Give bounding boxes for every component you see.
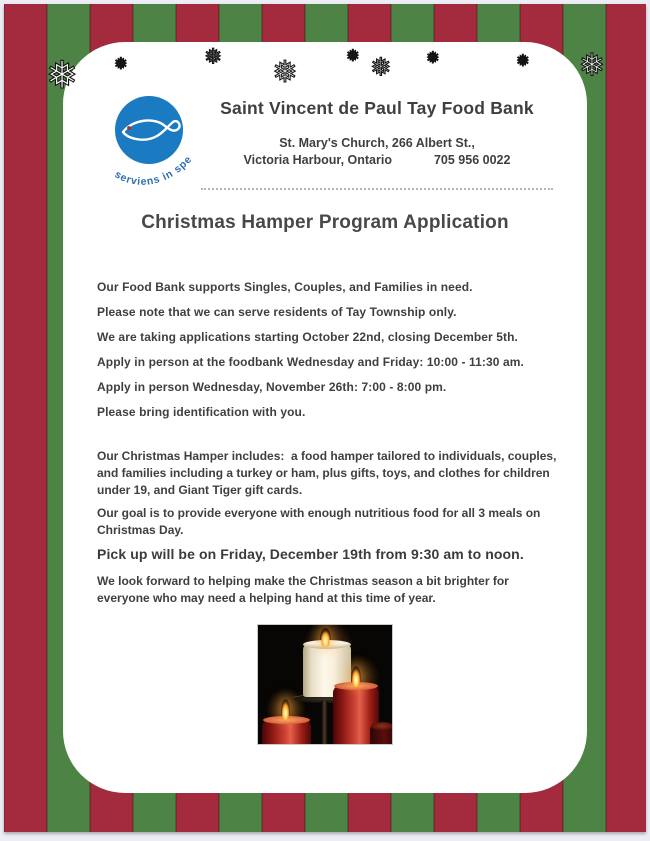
body-line: Our Food Bank supports Singles, Couples, and Families in need. xyxy=(97,280,473,294)
snowflake-icon: ❅ xyxy=(204,44,222,69)
intro-lines xyxy=(97,279,561,420)
pickup-line: Pick up will be on Friday, December 19th from 9:30 am to noon. xyxy=(97,546,524,562)
red-candle-corner xyxy=(370,725,393,745)
closing-paragraph: We look forward to helping make the Christmas season a bit brighter for everyone who may need a helping hand at this time of year. xyxy=(97,574,509,605)
snowflake-icon: ❅ xyxy=(370,52,392,82)
phone-number: 705 956 0022 xyxy=(433,153,511,167)
hamper-paragraphs xyxy=(97,448,561,539)
address-line1: St. Mary's Church, 266 Albert St., xyxy=(279,136,475,150)
body-text xyxy=(97,279,561,607)
candle-flame xyxy=(351,666,361,687)
candle-holder-stem xyxy=(321,701,328,745)
page-title: Christmas Hamper Program Application xyxy=(141,212,509,233)
snowflake-icon: ❅ xyxy=(46,53,78,97)
body-line: Apply in person Wednesday, November 26th: 7:00 - 8:00 pm. xyxy=(97,380,447,394)
snowflake-icon: ❅ xyxy=(516,51,530,70)
red-candle-left xyxy=(262,719,311,745)
address-block xyxy=(177,135,577,169)
snowflake-icon: ❅ xyxy=(426,48,440,67)
address-city: Victoria Harbour, Ontario xyxy=(243,153,392,167)
body-paragraph: Our goal is to provide everyone with enough nutritious food for all 3 meals on Christmas Day. xyxy=(97,506,544,537)
candle-flame xyxy=(281,699,290,720)
snowflake-icon: ❅ xyxy=(579,47,605,84)
dotted-divider xyxy=(201,188,553,190)
body-line: We are taking applications starting October 22nd, closing December 5th. xyxy=(97,330,518,344)
body-line: Please bring identification with you. xyxy=(97,405,306,419)
body-paragraph: Our Christmas Hamper includes: a food hamper tailored to individuals, couples, and families including a turkey or ham, plus gifts, toys, and clothes for children under 19, and Giant Tiger gift cards. xyxy=(97,449,560,497)
snowflake-icon: ❅ xyxy=(272,55,298,90)
logo-motto: serviens in spe xyxy=(112,153,195,188)
striped-page-background xyxy=(4,4,646,832)
flyer-card xyxy=(63,42,587,793)
snowflake-icon: ❅ xyxy=(346,46,360,65)
snowflake-icon: ❅ xyxy=(114,54,128,73)
candles-photo xyxy=(257,624,393,745)
body-line: Please note that we can serve residents of Tay Township only. xyxy=(97,305,457,319)
candle-flame xyxy=(320,628,331,647)
body-line: Apply in person at the foodbank Wednesday and Friday: 10:00 - 11:30 am. xyxy=(97,355,524,369)
header xyxy=(177,98,577,169)
org-title: Saint Vincent de Paul Tay Food Bank xyxy=(220,98,534,118)
address-line2 xyxy=(177,152,577,169)
